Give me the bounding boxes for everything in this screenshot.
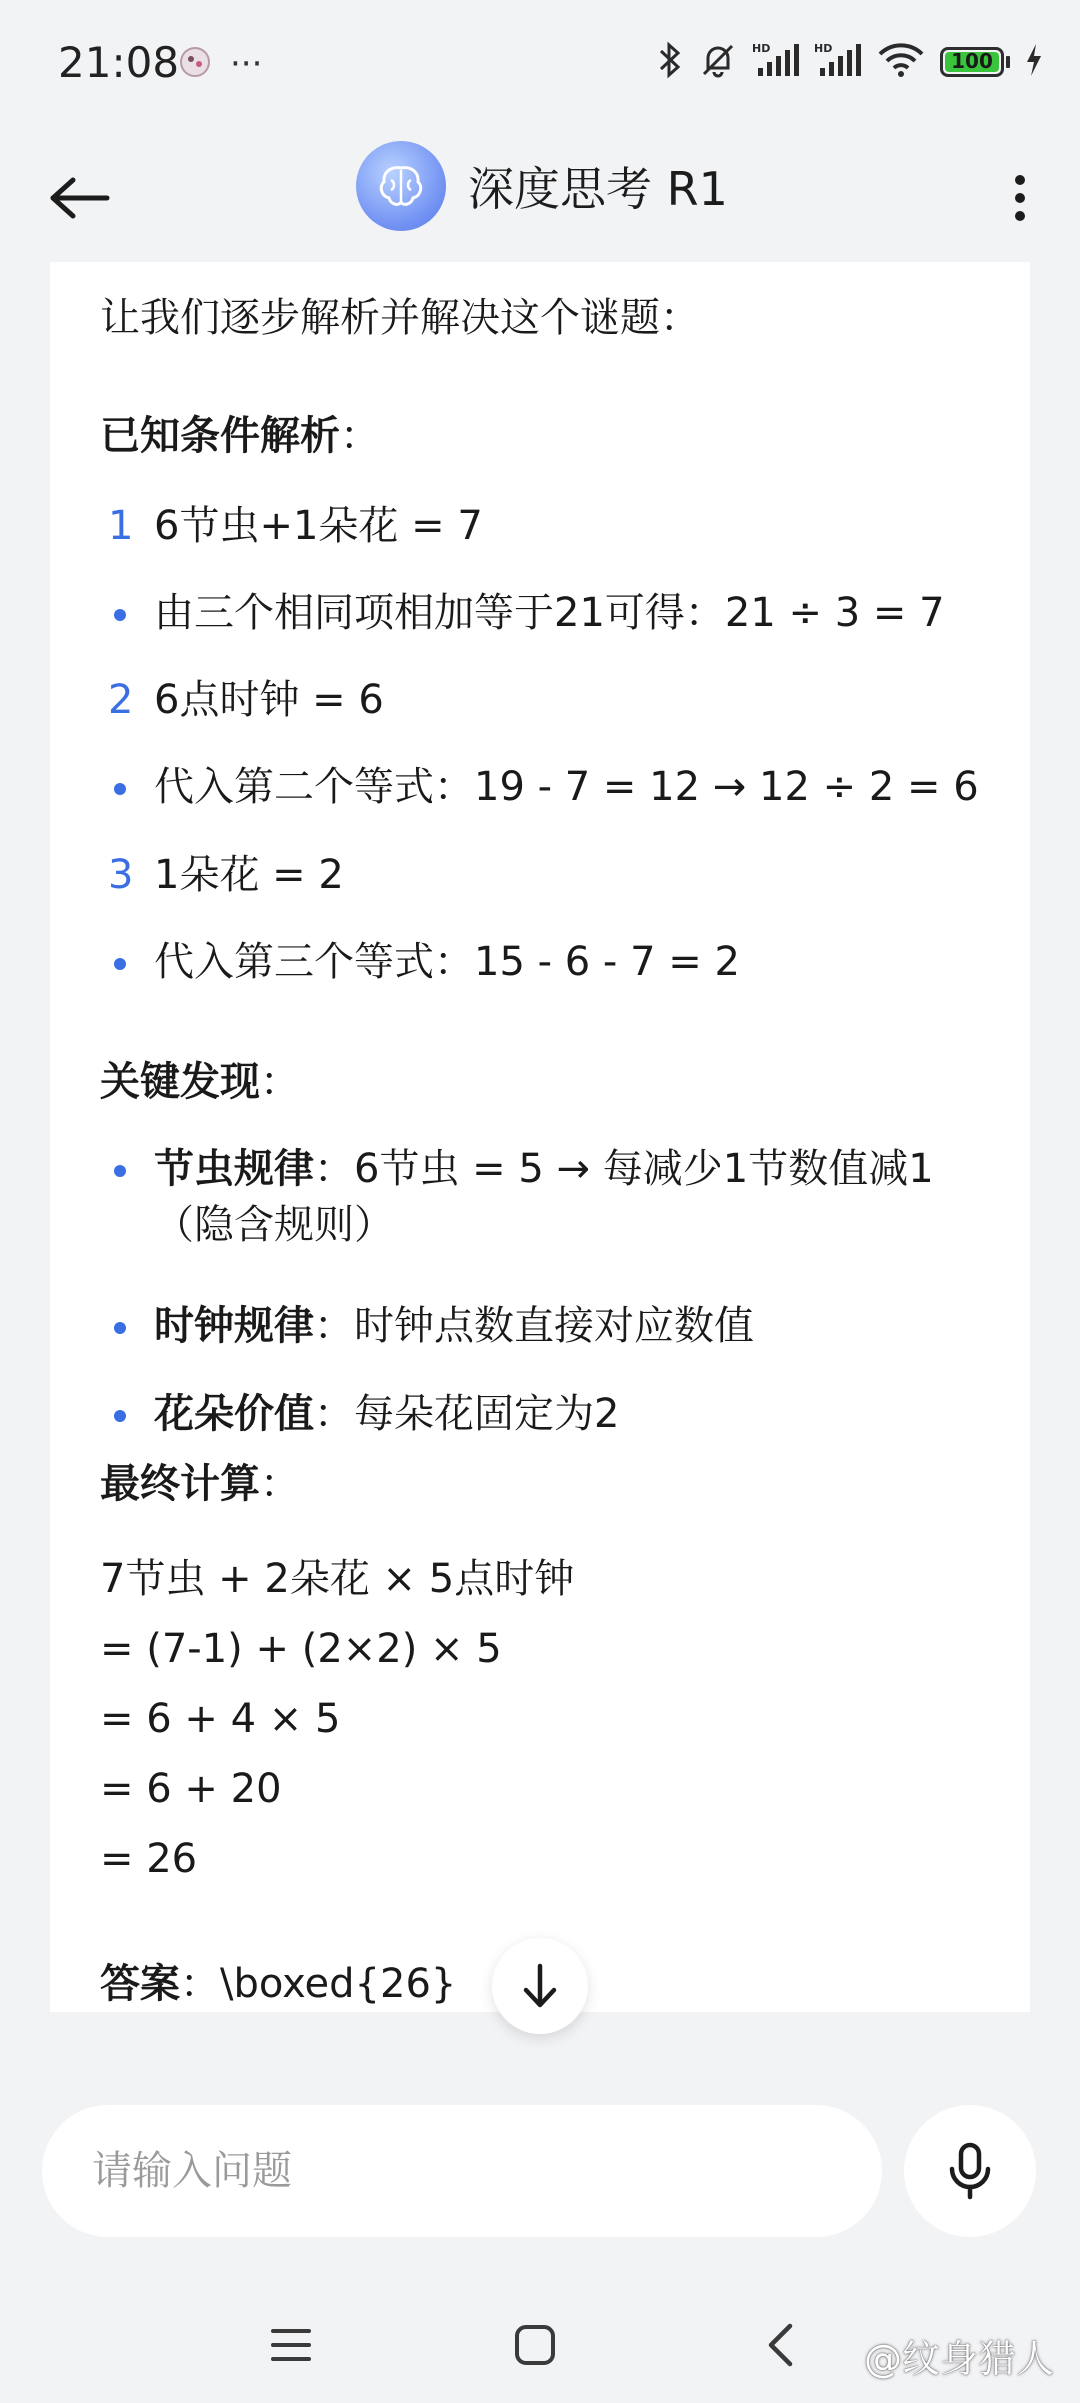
list-item	[100, 847, 344, 903]
status-more: ···	[230, 44, 263, 84]
calc-block	[100, 1544, 574, 1894]
calc-line: 7节虫 + 2朵花 × 5点时钟	[100, 1556, 575, 1602]
list-item	[100, 498, 483, 554]
bullet-dot	[100, 934, 154, 990]
list-item	[100, 1298, 754, 1354]
microphone-icon	[947, 2141, 993, 2201]
list-item	[100, 759, 979, 815]
bullet-dot	[100, 1298, 154, 1354]
list-item	[100, 1141, 1000, 1253]
battery-icon	[940, 47, 1010, 77]
bullet-dot	[100, 1386, 154, 1442]
nav-menu-button[interactable]	[256, 2310, 326, 2380]
signal-2-icon	[814, 40, 862, 84]
mute-bell-icon	[698, 40, 738, 84]
intro-text: 让我们逐步解析并解决这个谜题：	[100, 295, 700, 341]
voice-input-button[interactable]	[904, 2105, 1036, 2237]
answer-text: 答案：\boxed{26}	[100, 1961, 457, 2007]
list-item	[100, 672, 384, 728]
calc-line: = (7-1) + (2×2) × 5	[100, 1626, 502, 1672]
avatar	[356, 141, 446, 231]
svg-text:HD: HD	[752, 42, 771, 55]
section-heading-calc: 最终计算：	[100, 1461, 300, 1507]
list-number: 2	[108, 677, 134, 723]
more-vertical-icon	[1013, 173, 1027, 223]
nav-home-button[interactable]	[500, 2310, 570, 2380]
bullet-dot	[100, 1141, 154, 1197]
list-item-text: 6点时钟 = 6	[154, 677, 384, 723]
list-item-text: 节虫规律：6节虫 = 5 → 每减少1节数值减1（隐含规则）	[154, 1146, 934, 1248]
more-options-button[interactable]	[990, 158, 1050, 238]
nav-back-button[interactable]	[745, 2310, 815, 2380]
calc-line: = 26	[100, 1836, 198, 1882]
list-item-text: 6节虫+1朵花 = 7	[154, 503, 483, 549]
chevron-left-icon	[765, 2322, 795, 2368]
signal-1-icon	[752, 40, 800, 84]
charging-icon	[1024, 42, 1044, 82]
back-button[interactable]	[40, 158, 120, 238]
list-item	[100, 1386, 619, 1442]
svg-text:HD: HD	[814, 42, 833, 55]
chat-title-group[interactable]	[356, 141, 728, 231]
calc-line: = 6 + 20	[100, 1766, 282, 1812]
list-item-text: 代入第三个等式：15 - 6 - 7 = 2	[154, 939, 740, 985]
battery-level: 100	[951, 49, 993, 73]
bullet-dot	[100, 759, 154, 815]
list-item-text: 由三个相同项相加等于21可得：21 ÷ 3 = 7	[154, 590, 945, 636]
list-item-text: 1朵花 = 2	[154, 852, 344, 898]
credit-watermark: @纹身猎人	[863, 2337, 1054, 2381]
chat-title: 深度思考 R1	[468, 162, 728, 216]
calc-line: = 6 + 4 × 5	[100, 1696, 341, 1742]
status-time: 21:08	[58, 38, 180, 87]
scroll-to-bottom-button[interactable]	[492, 1938, 588, 2034]
list-item-text: 花朵价值：每朵花固定为2	[154, 1391, 620, 1437]
square-icon	[513, 2323, 557, 2367]
list-item	[100, 934, 740, 990]
ai-response-card	[50, 262, 1030, 2012]
section-heading-findings: 关键发现：	[100, 1059, 300, 1105]
chat-header	[0, 130, 1080, 260]
status-left-icons	[178, 44, 262, 84]
question-input[interactable]	[90, 2147, 834, 2195]
status-bar	[0, 0, 1080, 130]
arrow-down-icon	[520, 1962, 560, 2010]
brain-icon	[373, 158, 429, 214]
list-item	[100, 585, 945, 641]
list-item-text: 时钟规律：时钟点数直接对应数值	[154, 1303, 754, 1349]
wifi-icon	[876, 40, 926, 84]
list-item-text: 代入第二个等式：19 - 7 = 12 → 12 ÷ 2 = 6	[154, 764, 979, 810]
section-heading-known: 已知条件解析：	[100, 413, 380, 459]
app-notification-icon	[178, 45, 212, 83]
menu-icon	[269, 2325, 313, 2365]
list-number: 1	[108, 503, 134, 549]
bullet-dot	[100, 585, 154, 641]
question-input-bar[interactable]	[42, 2105, 882, 2237]
status-right-icons	[656, 40, 1044, 84]
bluetooth-icon	[656, 40, 684, 84]
list-number: 3	[108, 852, 134, 898]
arrow-left-icon	[49, 176, 111, 220]
